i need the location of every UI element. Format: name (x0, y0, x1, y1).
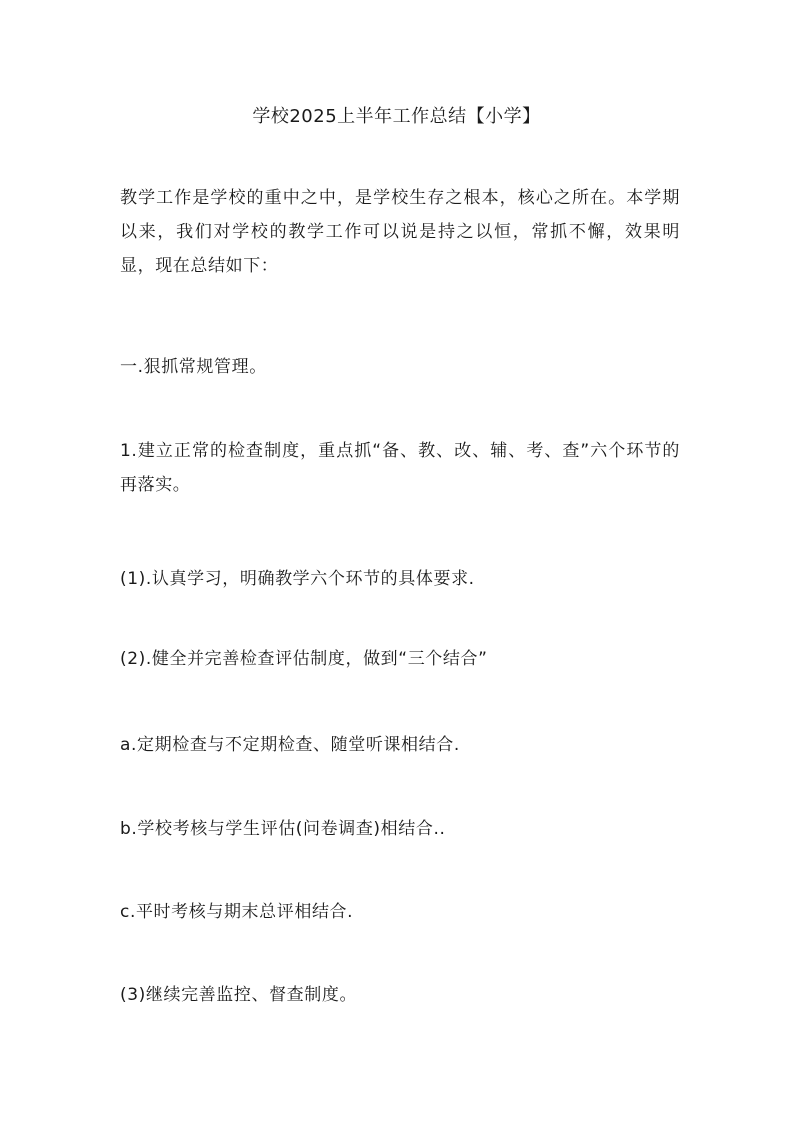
intro-paragraph: 教学工作是学校的重中之中，是学校生存之根本，核心之所在。本学期以来，我们对学校的教学工作可以说是持之以恒，常抓不懈，效果明显，现在总结如下： (120, 188, 680, 276)
section-heading-1: 一.狠抓常规管理。 (120, 357, 267, 377)
sub-item-1: (1).认真学习，明确教学六个环节的具体要求. (120, 569, 475, 589)
list-item-a: a.定期检查与不定期检查、随堂听课相结合. (120, 735, 460, 755)
list-item-b: b.学校考核与学生评估(问卷调查)相结合.. (120, 819, 446, 839)
item-1-paragraph: 1.建立正常的检查制度，重点抓“备、教、改、辅、考、查”六个环节的再落实。 (120, 441, 680, 495)
sub-item-3: (3)继续完善监控、督查制度。 (120, 985, 358, 1005)
sub-item-2: (2).健全并完善检查评估制度，做到“三个结合” (120, 649, 488, 669)
document-title: 学校2025上半年工作总结【小学】 (252, 106, 541, 127)
list-item-c: c.平时考核与期末总评相结合. (120, 902, 354, 922)
